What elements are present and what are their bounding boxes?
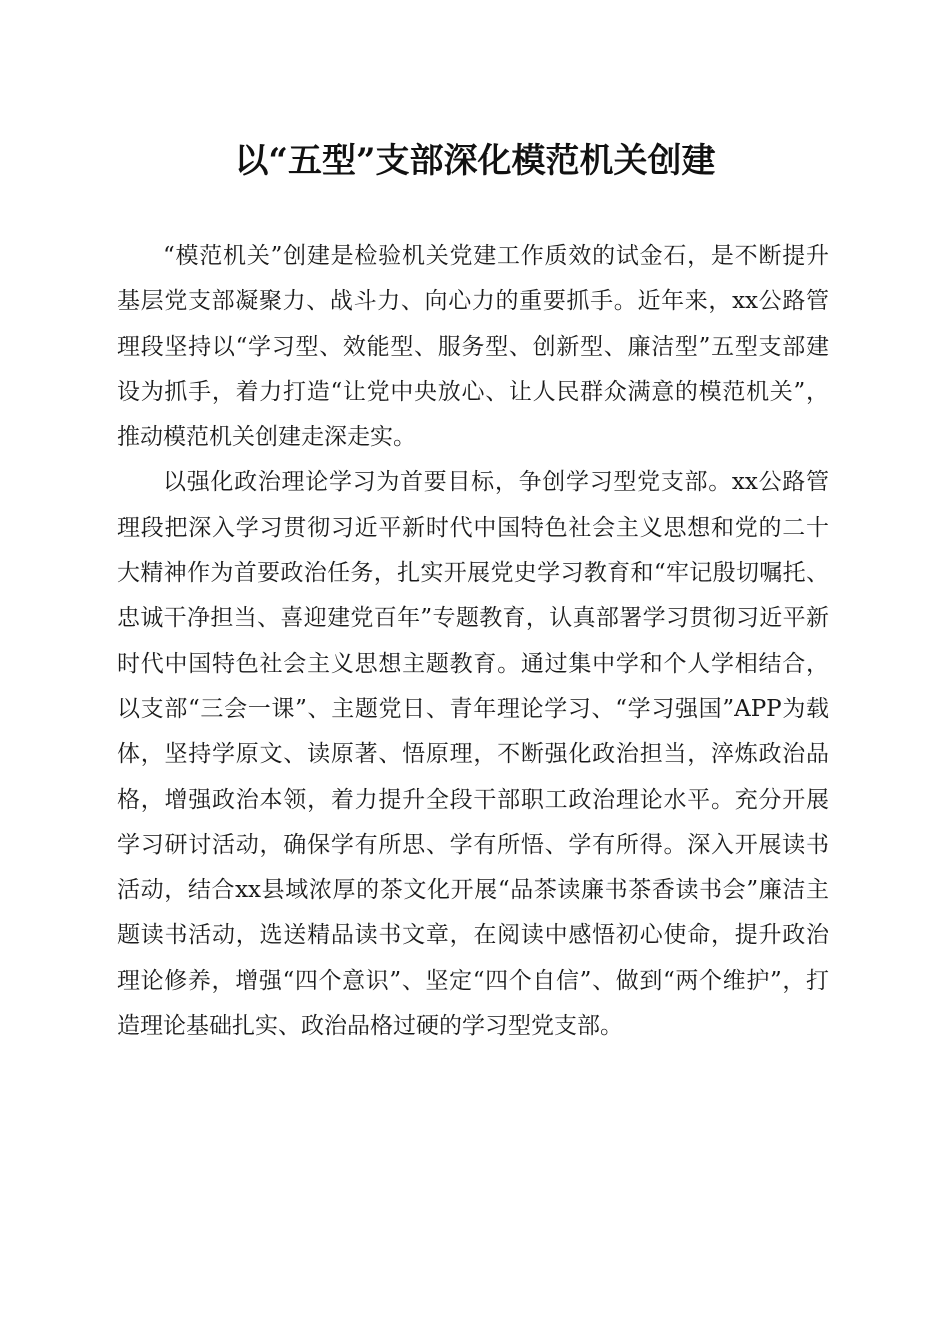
paragraph-learning-branch: 以强化政治理论学习为首要目标，争创学习型党支部。xx公路管理段把深入学习贯彻习近平新时代中国特色社会主义思想和党的二十大精神作为首要政治任务，扎实开展党史学习教育和“牢记殷切嘱托、忠诚干净担当、喜迎建党百年”专题教育，认真部署学习贯彻习近平新时代中国特色社会主义思想主题教育。通过集中学和个人学相结合，以支部“三会一课”、主题党日、青年理论学习、“学习强国”APP为载体，坚持学原文、读原著、悟原理，不断强化政治担当，淬炼政治品格，增强政治本领，着力提升全段干部职工政治理论水平。充分开展学习研讨活动，确保学有所思、学有所悟、学有所得。深入开展读书活动，结合xx县域浓厚的茶文化开展“品茶读廉书茶香读书会”廉洁主题读书活动，选送精品读书文章，在阅读中感悟初心使命，提升政治理论修养，增强“四个意识”、坚定“四个自信”、做到“两个维护”，打造理论基础扎实、政治品格过硬的学习型党支部。 <box>117 469 829 1040</box>
document-title: 以“五型”支部深化模范机关创建 <box>234 141 716 181</box>
paragraph-intro: “模范机关”创建是检验机关党建工作质效的试金石，是不断提升基层党支部凝聚力、战斗力、向心力的重要抓手。近年来，xx公路管理段坚持以“学习型、效能型、服务型、创新型、廉洁型”五型支部建设为抓手，着力打造“让党中央放心、让人民群众满意的模范机关”，推动模范机关创建走深走实。 <box>117 243 829 451</box>
document-body <box>117 234 829 1049</box>
